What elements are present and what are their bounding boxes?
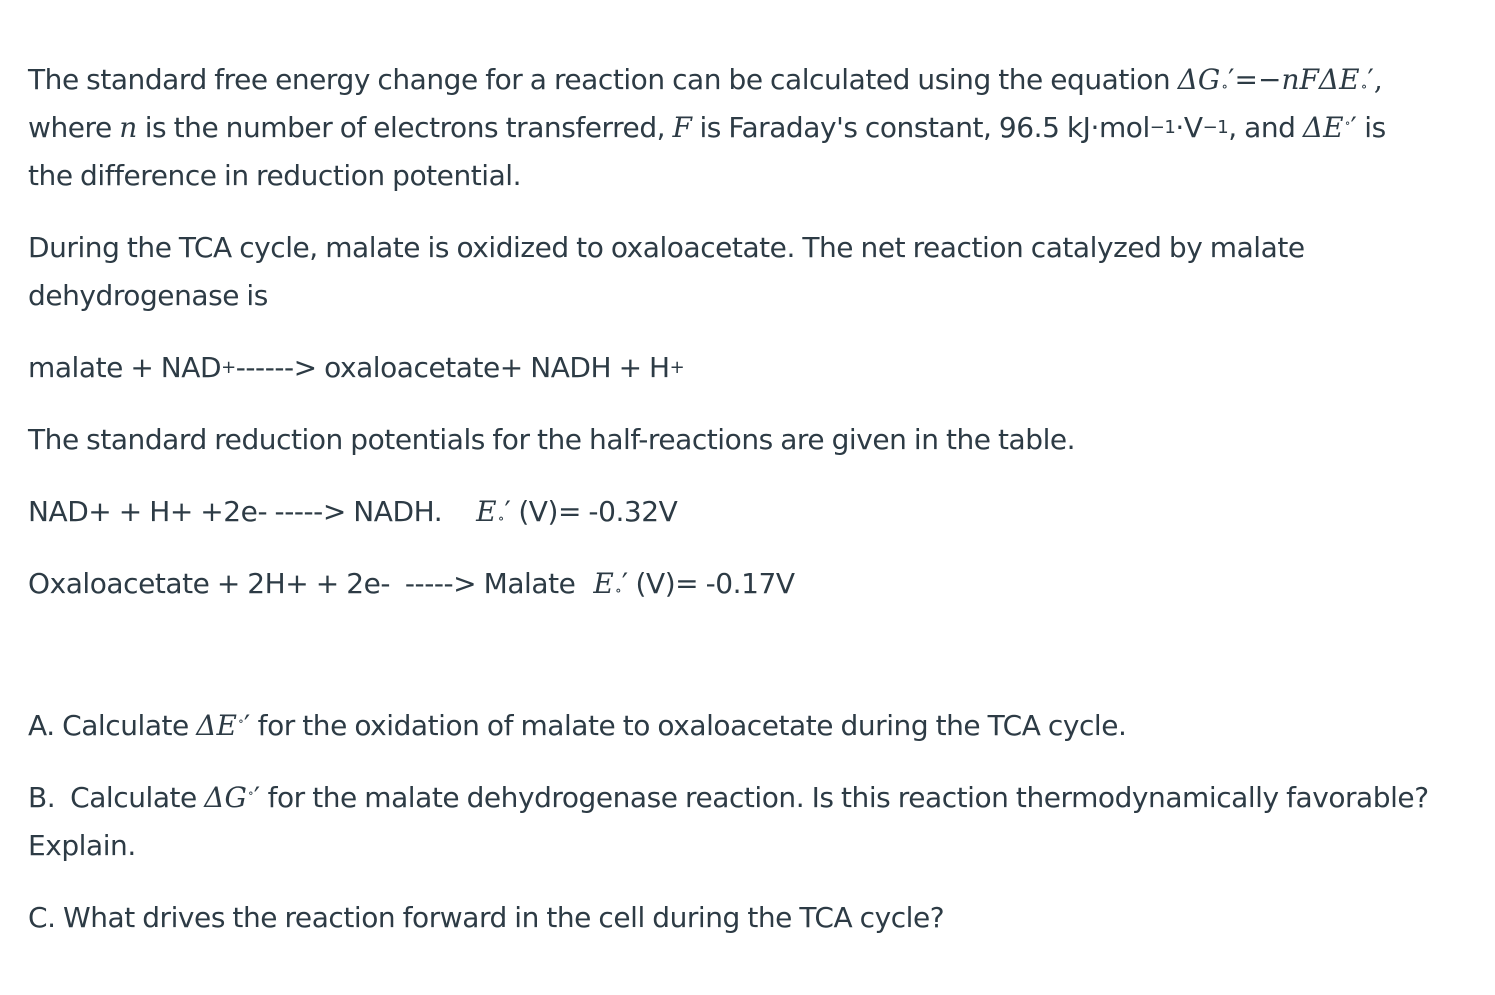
question-c: C. What drives the reaction forward in the cell during the TCA cycle? — [28, 901, 945, 934]
variable-f: F — [672, 111, 692, 144]
net-reaction: malate + NAD+------> oxaloacetate+ NADH + H+ — [28, 351, 685, 384]
intro-line-2: where n is the number of electrons transferred, F is Faraday's constant, 96.5 $kJ\cdot mol^{-1}\cdot V^{-1}$, and ΔE∘′ is — [28, 111, 1386, 144]
question-b: B. Calculate ΔG∘′ for the malate dehydrogenase reaction. Is this reaction thermodynamically favorable? — [28, 781, 1429, 814]
half-reaction-2: Oxaloacetate + 2H+ + 2e- -----> Malate E∘′ (V)= -0.17V — [28, 567, 795, 600]
question-b-line-2: Explain. — [28, 829, 136, 862]
tca-line-2: dehydrogenase is — [28, 279, 268, 312]
tca-line-1: During the TCA cycle, malate is oxidized to oxaloacetate. The net reaction catalyzed by malate — [28, 231, 1305, 264]
question-a: A. Calculate ΔE∘′ for the oxidation of malate to oxaloacetate during the TCA cycle. — [28, 709, 1127, 742]
half-reaction-1: NAD+ + H+ +2e- -----> NADH. E∘′ (V)= -0.32V — [28, 495, 678, 528]
table-intro: The standard reduction potentials for the half-reactions are given in the table. — [28, 423, 1076, 456]
symbol-delta-e: ΔE∘′ — [1302, 111, 1357, 144]
equation-delta-g: ΔG∘′=−nFΔE∘′, — [1177, 63, 1383, 96]
variable-n: n — [119, 111, 138, 144]
intro-line-1 — [28, 56, 1383, 109]
intro-text: The standard free energy change for a reaction can be calculated using the equation — [28, 63, 1171, 96]
intro-line-3: the difference in reduction potential. — [28, 159, 522, 192]
